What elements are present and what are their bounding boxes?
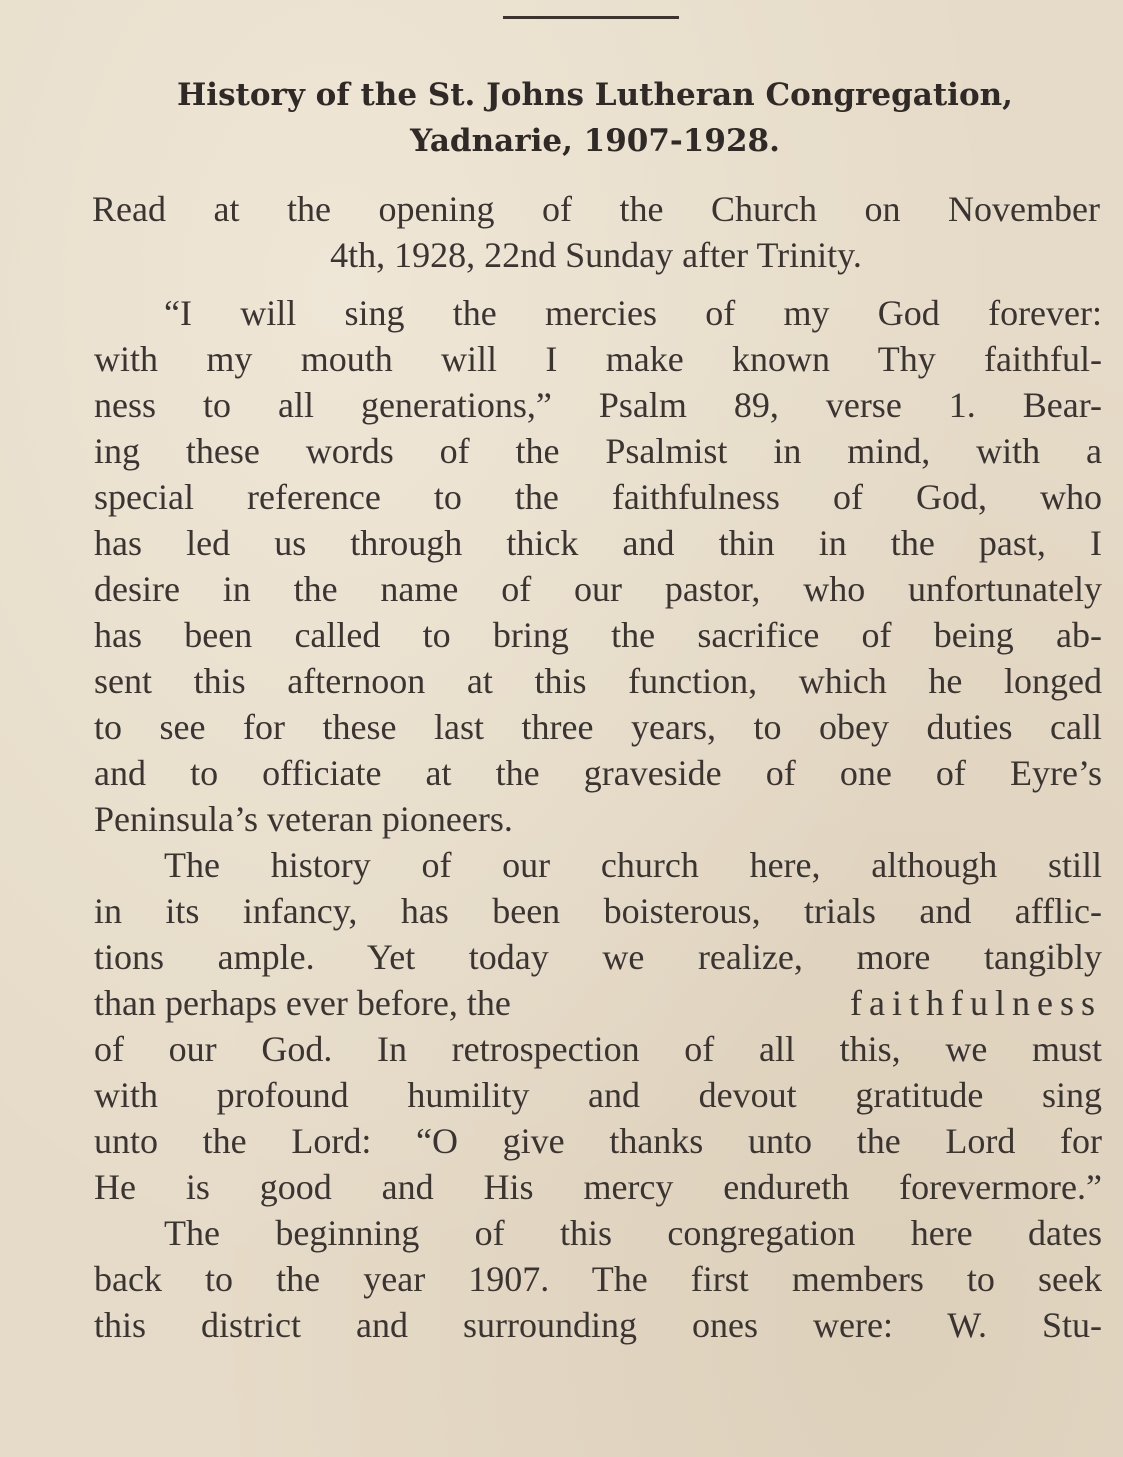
text-line: with my mouth will I make known Thy faithful-	[94, 339, 1102, 379]
text-line: has been called to bring the sacrifice of being ab-	[94, 615, 1102, 655]
text-line: to see for these last three years, to obey duties call	[94, 707, 1102, 747]
title-line: Yadnarie, 1907-1928.	[410, 123, 780, 159]
text-line: ness to all generations,” Psalm 89, verse 1. Bear-	[94, 385, 1102, 425]
text-line: back to the year 1907. The first members to seek	[94, 1259, 1102, 1299]
top-rule	[503, 16, 679, 19]
text-line-spaced	[94, 980, 1102, 1026]
text-line: special reference to the faithfulness of God, who	[94, 477, 1102, 517]
subtitle-line: 4th, 1928, 22nd Sunday after Trinity.	[330, 235, 862, 275]
subtitle	[92, 186, 1100, 278]
text-line: The history of our church here, although still	[164, 845, 1102, 885]
emphasis-spaced-word: faithfulness	[850, 983, 1102, 1023]
text-line: unto the Lord: “O give thanks unto the Lord for	[94, 1121, 1102, 1161]
text-line: desire in the name of our pastor, who unfortunately	[94, 569, 1102, 609]
text-line: this district and surrounding ones were: W. Stu-	[94, 1305, 1102, 1345]
text-line: The beginning of this congregation here dates	[164, 1213, 1102, 1253]
text-line: “I will sing the mercies of my God forever:	[164, 293, 1102, 333]
text-line: sent this afternoon at this function, which he longed	[94, 661, 1102, 701]
text-line: ing these words of the Psalmist in mind, with a	[94, 431, 1102, 471]
text-line: Peninsula’s veteran pioneers.	[94, 799, 513, 839]
title-line: History of the St. Johns Lutheran Congregation,	[177, 77, 1013, 113]
text-line: He is good and His mercy endureth forevermore.”	[94, 1167, 1102, 1207]
text-line: of our God. In retrospection of all this, we must	[94, 1029, 1102, 1069]
text-line: tions ample. Yet today we realize, more tangibly	[94, 937, 1102, 977]
page-title	[80, 72, 1110, 164]
text-line: and to officiate at the graveside of one of Eyre’s	[94, 753, 1102, 793]
body-text	[94, 290, 1102, 1348]
text-fragment: than perhaps ever before, the	[94, 983, 511, 1023]
text-line: has led us through thick and thin in the past, I	[94, 523, 1102, 563]
text-line: with profound humility and devout gratitude sing	[94, 1075, 1102, 1115]
text-line: in its infancy, has been boisterous, trials and afflic-	[94, 891, 1102, 931]
subtitle-line: Read at the opening of the Church on November	[92, 189, 1100, 229]
